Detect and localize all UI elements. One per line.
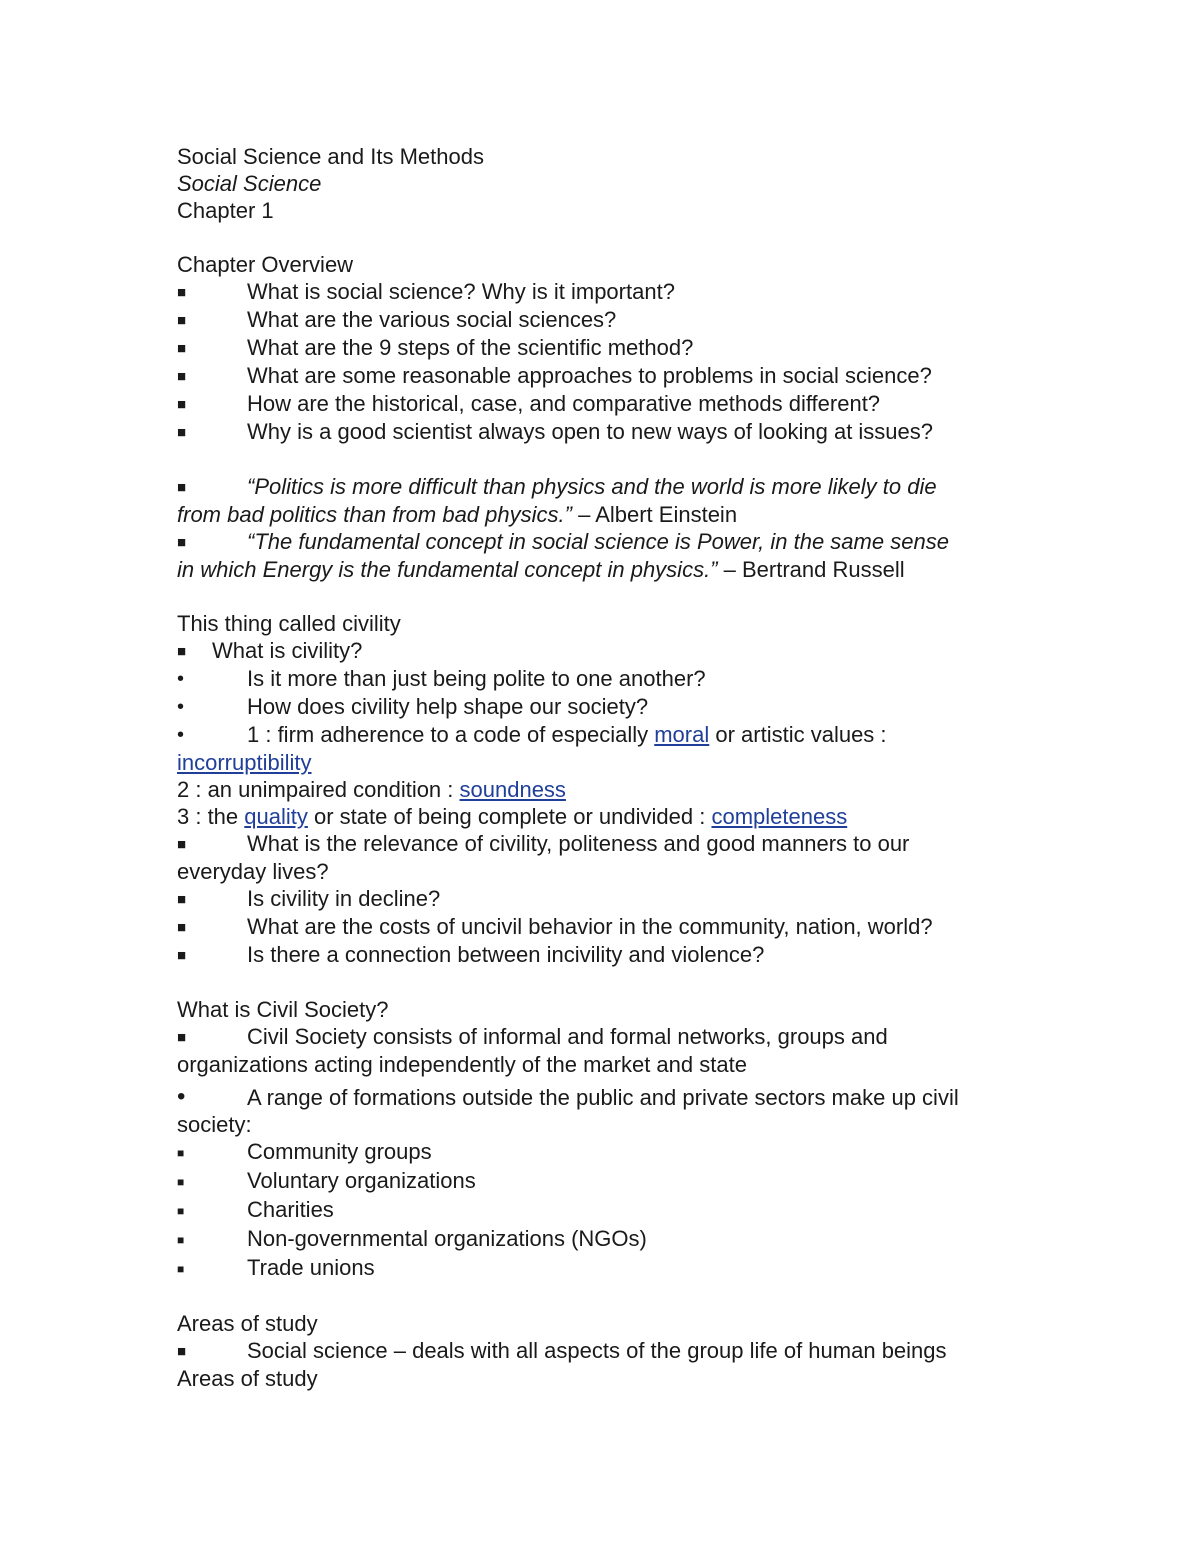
quote-author: – Bertrand Russell [717,557,905,582]
square-bullet-icon: ■ [177,368,187,385]
list-item: ■ Why is a good scientist always open to new ways of looking at issues? [177,419,934,444]
square-bullet-icon: ■ [177,312,187,329]
spacer [177,446,1017,473]
square-bullet-icon: ■ [177,1343,187,1360]
doc-subtitle: Social Science [177,171,322,196]
definition-1: • 1 : firm adherence to a code of especially moral or artistic values : [177,722,887,747]
list-item: ■ Voluntary organizations [177,1167,1017,1196]
list-item: ■ Is there a connection between incivility and violence? [177,942,765,967]
quote-author: – Albert Einstein [571,502,738,527]
list-item: • A range of formations outside the public and private sectors make up civil [177,1083,959,1110]
square-bullet-icon: ■ [177,340,187,357]
square-bullet-icon: ■ [177,534,187,551]
round-bullet-icon: • [177,724,185,746]
square-bullet-icon: ■ [177,1146,185,1160]
list-item: ■ Community groups [177,1138,1017,1167]
definition-2: 2 : an unimpaired condition : soundness [177,777,566,802]
spacer [177,224,1017,251]
list-item: ■ Trade unions [177,1254,1017,1283]
list-item: ■ What are some reasonable approaches to problems in social science? [177,363,932,388]
link-quality[interactable]: quality [244,804,308,829]
square-bullet-icon: ■ [177,479,187,496]
civil-society-heading: What is Civil Society? [177,997,389,1022]
quote-russell-cont: in which Energy is the fundamental concept in physics.” – Bertrand Russell [177,557,905,582]
square-bullet-icon: ■ [177,396,187,413]
square-bullet-icon: ■ [177,1204,185,1218]
square-bullet-icon: ■ [177,643,187,660]
list-item: ■ Is civility in decline? [177,886,441,911]
list-item: ■ What are the costs of uncivil behavior in the community, nation, world? [177,914,933,939]
civility-heading: This thing called civility [177,611,401,636]
list-item: ■ Non-governmental organizations (NGOs) [177,1225,1017,1254]
link-incorruptibility[interactable]: incorruptibility [177,750,312,775]
square-bullet-icon: ■ [177,284,187,301]
square-bullet-icon: ■ [177,836,187,853]
list-item: ■ What are the 9 steps of the scientific method? [177,335,694,360]
list-item-cont: society: [177,1112,252,1137]
list-item: • Is it more than just being polite to one another? [177,666,706,691]
link-moral[interactable]: moral [654,722,710,747]
link-completeness[interactable]: completeness [711,804,848,829]
round-bullet-icon: • [177,696,185,718]
overview-heading: Chapter Overview [177,252,354,277]
list-item: ■ What is civility? [177,638,363,663]
definition-1-cont [177,749,1017,776]
list-item: ■ What is the relevance of civility, politeness and good manners to our [177,831,910,856]
doc-title: Social Science and Its Methods [177,144,484,169]
square-bullet-icon: ■ [177,1175,185,1189]
spacer [177,583,1017,610]
list-item: ■ What is social science? Why is it important? [177,279,675,304]
list-item: ■ Charities [177,1196,1017,1225]
definition-3: 3 : the quality or state of being complete or undivided : completeness [177,804,848,829]
list-item-cont: everyday lives? [177,859,329,884]
square-bullet-icon: ■ [177,891,187,908]
doc-chapter: Chapter 1 [177,198,274,223]
quote-einstein: ■ “Politics is more difficult than physics and the world is more likely to die [177,474,937,499]
quote-einstein-cont: from bad politics than from bad physics.” – Albert Einstein [177,502,738,527]
square-bullet-icon: ■ [177,1233,185,1247]
list-item-cont: organizations acting independently of the market and state [177,1052,747,1077]
list-item: ■ Civil Society consists of informal and formal networks, groups and [177,1024,888,1049]
areas-heading: Areas of study [177,1311,318,1336]
quote-russell: ■ “The fundamental concept in social science is Power, in the same sense [177,529,949,554]
square-bullet-icon: ■ [177,919,187,936]
spacer [177,1283,1017,1310]
square-bullet-icon: ■ [177,1029,187,1046]
document-body [177,143,1017,1392]
square-bullet-icon: ■ [177,424,187,441]
list-item: ■ What are the various social sciences? [177,307,617,332]
square-bullet-icon: ■ [177,1262,185,1276]
list-item: • How does civility help shape our society? [177,694,649,719]
list-item: ■ How are the historical, case, and comparative methods different? [177,391,881,416]
link-soundness[interactable]: soundness [459,777,566,802]
list-item: ■ Social science – deals with all aspects of the group life of human beings [177,1338,947,1363]
areas-heading-2: Areas of study [177,1366,318,1391]
round-bullet-icon: • [177,1083,186,1110]
square-bullet-icon: ■ [177,947,187,964]
round-bullet-icon: • [177,668,185,690]
spacer [177,969,1017,996]
